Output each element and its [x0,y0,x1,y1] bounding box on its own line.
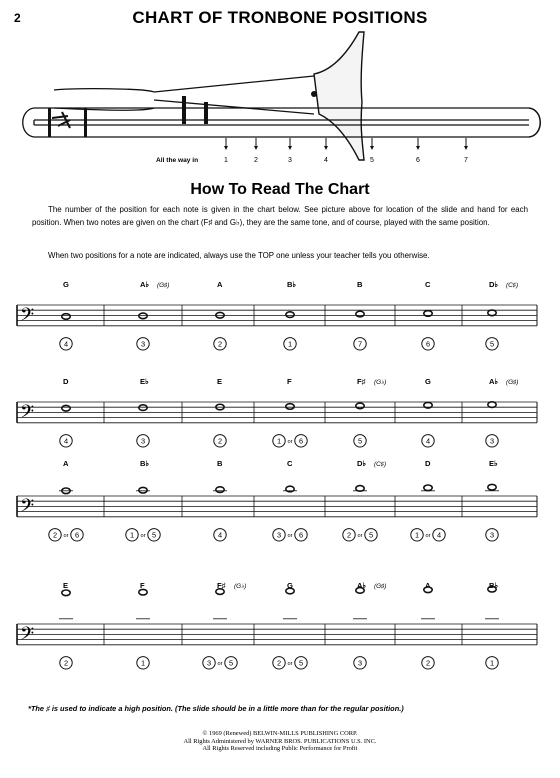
note-name: B♭ [140,459,150,468]
note-column [203,581,246,669]
chart-row [17,581,537,669]
position-number: 4 [436,530,442,540]
position-number: 5 [357,436,363,446]
note-name: G [425,377,431,386]
note-column [136,581,150,669]
note-name: D♭ [489,280,499,289]
note-head [424,485,432,491]
note-head [286,404,294,410]
position-number: 2 [254,157,258,164]
position-number: 5 [151,530,157,540]
note-name: E♭ [489,459,498,468]
note-name: E [217,377,223,386]
or-label: or [287,439,293,445]
position-number: 2 [217,436,223,446]
copyright-block [0,730,560,753]
position-number: 2 [346,530,352,540]
note-head [216,487,224,493]
section-title: How To Read The Chart [190,181,370,198]
enharmonic-name: (G♯) [157,282,170,289]
enharmonic-name: (G♯) [374,583,387,590]
note-name: B [357,280,363,289]
bass-clef: 𝄢 [20,401,35,427]
note-name: D [425,459,431,468]
note-name: E [63,581,69,590]
position-number: 1 [129,530,135,540]
bass-clef: 𝄢 [20,495,35,521]
note-head [62,405,70,411]
note-name: A♭ [357,581,367,590]
note-name: F [140,581,145,590]
note-column [213,459,227,541]
page-title: CHART OF TRONBONE POSITIONS [132,8,428,27]
note-head [356,486,364,492]
position-number: 5 [368,530,374,540]
position-number: 5 [228,658,234,668]
position-number: 2 [63,658,69,668]
position-number: 7 [464,157,468,164]
or-label: or [63,533,69,539]
position-number: 1 [489,658,495,668]
note-column [126,459,160,541]
position-number: 5 [298,658,304,668]
note-head [139,405,147,411]
note-column [411,459,445,541]
position-number: 7 [357,339,363,349]
enharmonic-name: (G♯) [506,379,519,386]
position-number: 2 [217,339,223,349]
position-number: 1 [140,658,146,668]
note-head [488,402,496,408]
note-name: D♭ [357,459,367,468]
chart-row [17,459,537,541]
position-number: 3 [489,530,495,540]
bass-clef: 𝄢 [20,304,35,330]
position-number: 3 [288,157,292,164]
intro-paragraph: The number of the position for each note is given in the chart below. See picture above for location of the slide and hand for each position. When two notes are given on the chart (F♯ and G♭), they are the same tone, and of course, played with the same position. [32,205,528,227]
position-number: 3 [276,530,282,540]
enharmonic-name: (G♭) [374,379,387,386]
position-number: 4 [217,530,223,540]
position-number: 4 [324,157,328,164]
position-number: 3 [357,658,363,668]
page-number: 2 [14,11,21,25]
or-label: or [287,661,293,667]
bass-clef: 𝄢 [20,623,35,649]
position-number: 3 [489,436,495,446]
note-head [62,590,70,596]
note-column [421,581,435,669]
copyright-line: All Rights Reserved including Public Performance for Profit [202,745,358,753]
note-name: A [217,280,223,289]
position-number: 1 [224,157,228,164]
note-column [353,581,386,669]
position-number: 2 [52,530,58,540]
note-column [343,459,386,541]
note-head [286,312,294,318]
note-head [139,487,147,493]
note-column [49,459,83,541]
position-number: 6 [74,530,80,540]
note-name: A♭ [140,280,150,289]
note-name: A [425,581,431,590]
note-name: A♭ [489,377,499,386]
position-number: 4 [63,436,69,446]
note-head [488,484,496,490]
note-head [62,314,70,320]
position-number: 1 [414,530,420,540]
enharmonic-name: (C♯) [506,282,519,289]
position-number: 6 [416,157,420,164]
note-column [273,581,307,669]
all-the-way-in-label: All the way in [156,157,199,164]
note-column [485,581,499,669]
note-column [59,581,73,669]
or-label: or [425,533,431,539]
note-name: E♭ [140,377,149,386]
copyright-line: All Rights Administered by WARNER BROS. PUBLICATIONS U.S. INC. [183,737,377,745]
position-number: 4 [63,339,69,349]
note-head [139,313,147,319]
position-number: 5 [370,157,374,164]
position-number: 4 [425,436,431,446]
note-name: G [287,581,293,590]
note-name: C [287,459,293,468]
note-name: A [63,459,69,468]
note-name: B [217,459,223,468]
position-number: 5 [489,339,495,349]
note-name: F [287,377,292,386]
note-name: F♯ [357,377,366,386]
or-label: or [287,533,293,539]
position-number: 2 [425,658,431,668]
note-column [273,459,307,541]
footnote: *The ♯ is used to indicate a high position. (The slide should be in a little more than for the regular position.) [28,704,404,713]
note-name: F♯ [217,581,226,590]
note-column [485,459,499,541]
position-number: 3 [140,436,146,446]
chart-row [17,377,537,447]
enharmonic-name: (G♭) [234,583,247,590]
two-positions-paragraph: When two positions for a note are indicated, always use the TOP one unless your teacher tells you otherwise. [48,251,430,260]
note-name: B♭ [489,581,499,590]
position-number: 2 [276,658,282,668]
note-head [139,589,147,595]
position-number: 6 [298,436,304,446]
position-number: 1 [276,436,282,446]
position-number: 1 [287,339,293,349]
chart-row [17,280,537,350]
note-name: C [425,280,431,289]
copyright-line: © 1969 (Renewed) BELWIN-MILLS PUBLISHING CORP. [202,730,358,737]
position-number: 6 [425,339,431,349]
or-label: or [140,533,146,539]
position-number: 6 [298,530,304,540]
position-number: 3 [140,339,146,349]
note-name: D [63,377,69,386]
position-number: 3 [206,658,212,668]
note-name: G [63,280,69,289]
note-head [356,311,364,317]
or-label: or [217,661,223,667]
or-label: or [357,533,363,539]
enharmonic-name: (C♯) [374,461,387,468]
note-name: B♭ [287,280,297,289]
note-head [488,310,496,316]
note-head [356,403,364,409]
